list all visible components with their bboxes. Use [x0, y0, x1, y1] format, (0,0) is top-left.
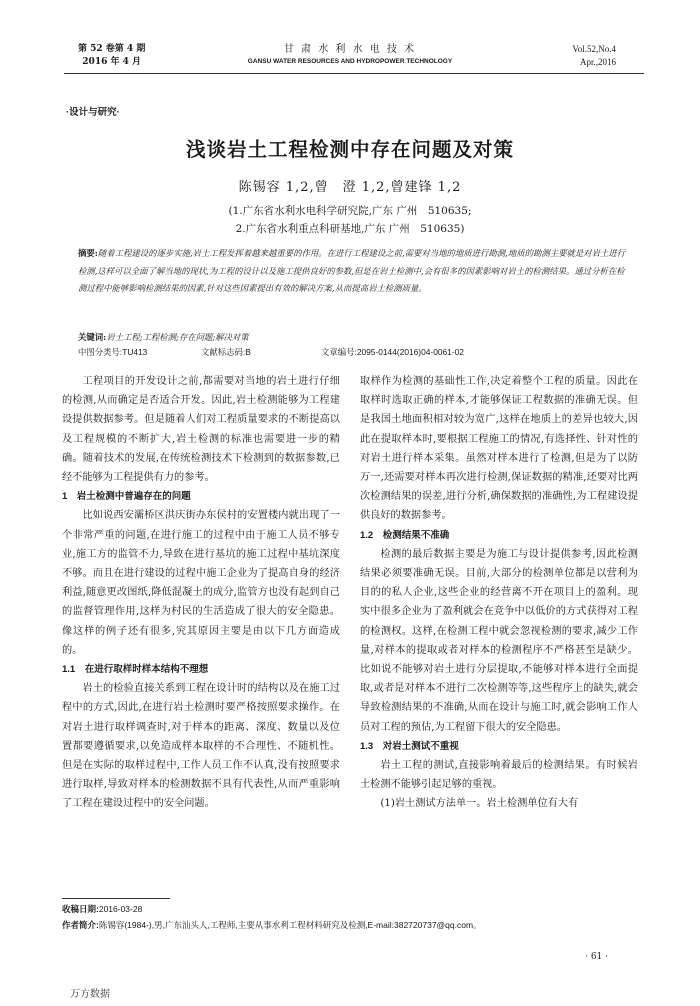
received-label: 收稿日期:: [62, 904, 99, 914]
received-value: 2016-03-28: [98, 904, 143, 914]
footnote-rule: [62, 898, 170, 899]
wanfang-watermark: 万方数据: [70, 989, 110, 1000]
body-paragraph: 工程项目的开发设计之前,都需要对当地的岩土进行仔细的检测,从而确定是否适合开发。因此,岩土检测能够为工程建设提供数据参考。但是随着人们对工程质量要求的不断提高以及工程规模的不断扩大,岩土检测的标准也需要进一步的精确。随着技术的发展,在传统检测技术下检测到的数据参数,已经不能够为工程提供有力的参考。: [62, 376, 340, 484]
volume-issue: 第 52 卷第 4 期: [78, 44, 146, 54]
section-heading-1: 1 岩土检测中普遍存在的问题: [62, 491, 191, 503]
body-paragraph: 比如说西安灞桥区洪庆街办东侯村的安置楼内就出现了一个非常严重的问题,在进行施工的过程中由于施工人员不够专业,施工方的监管不力,导致在进行基坑的施工过程中基坑深度不够。而且在进行建设的过程中施工企业为了提高自身的经济利益,随意更改图纸,降低混凝土的成分,监管方也没有起到自己的监督管理作用,这样为村民的生活造成了很大的安全隐患。像这样的例子还有很多,究其原因主要是由以下几方面造成的。: [62, 510, 340, 656]
affiliation-1: (1.广东省水利水电科学研究院,广东 广州 510635;: [228, 205, 472, 217]
date-en: Apr.,2016: [580, 57, 616, 67]
keywords-label: 关键词:: [78, 332, 107, 342]
affiliation-2: 2.广东省水利重点科研基地,广东 广州 510635): [235, 223, 465, 235]
body-column-right: [360, 372, 638, 814]
author-bio-label: 作者简介:: [62, 920, 99, 930]
section-heading-1-3: 1.3 对岩土测试不重视: [360, 740, 459, 752]
clc-number: 中图分类号:TU413: [78, 347, 148, 357]
body-paragraph: (1)岩土测试方法单一。岩土检测单位有大有: [380, 798, 579, 810]
journal-title-en: GANSU WATER RESOURCES AND HYDROPOWER TECHNOLOGY: [247, 58, 453, 65]
abstract-text: 随着工程建设的逐步实施,岩土工程发挥着越来越重要的作用。在进行工程建设之前,需要对当地的地质进行勘测,地质的勘测主要就是对岩土进行检测,这样可以全面了解当地的现状,为工程的设计以及施工提供良好的参数,但是在岩土检测中,会有很多的因素影响对岩土的检测结果。通过分析在检测过程中能够影响检测结果的因素,针对这些因素提出有效的解决方案,从而提高岩土检测质量。: [78, 248, 626, 293]
body-paragraph: 检测的最后数据主要是为施工与设计提供参考,因此检测结果必须要准确无误。目前,大部分的检测单位都是以营利为目的的私人企业,这些企业的经营离不开在项目上的盈利。现实中很多企业为了盈利就会在竞争中以低价的方式获得对工程的检测权。这样,在检测工程中就会忽视检测的要求,减少工作量,对样本的提取或者对样本的检测程序不严格甚至是缺少。比如说不能够对岩土进行分层提取,不能够对样本进行全面提取,或者是对样本不进行二次检测等等,这些程序上的缺失,就会导致检测结果的不准确,从而在设计与施工时,就会影响工作人员对工程的预估,为工程留下很大的安全隐患。: [360, 548, 638, 733]
running-header-volume-en: [572, 43, 616, 69]
received-date: [62, 902, 652, 916]
section-heading-1-2: 1.2 检测结果不准确: [360, 529, 450, 541]
document-code: 文献标志码:B: [201, 347, 251, 357]
article-number: 文章编号:2095-0144(2016)04-0061-02: [321, 347, 464, 357]
author-line: 陈锡容 1,2,曾 澄 1,2,曾建锋 1,2: [238, 180, 462, 195]
author-bio-text: 陈锡容(1984-),男,广东汕头人,工程师,主要从事水利工程材料研究及检测,E-mail:382720737@qq.com。: [98, 920, 482, 930]
body-paragraph: 岩土的检验直接关系到工程在设计时的结构以及在施工过程中的方式,因此,在进行岩土检测时要严格按照要求操作。在对岩土进行取样调查时,对于样本的距离、深度、数量以及位置都要遵循要求,以免造成样本取样的不合理性、不随机性。但是在实际的取样过程中,工作人员工作不认真,没有按照要求进行取样,导致对样本的检测数据不具有代表性,从而严重影响了工程在建设过程中的安全问题。: [62, 683, 340, 810]
section-heading-1-1: 1.1 在进行取样时样本结构不理想: [62, 664, 209, 676]
author-bio: [62, 918, 652, 932]
body-paragraph: 岩土工程的测试,直接影响着最后的检测结果。有时候岩土检测不能够引起足够的重视。: [360, 760, 638, 791]
article-title: 浅谈岩土工程检测中存在问题及对策: [185, 138, 514, 161]
body-paragraph-continued: 取样作为检测的基础性工作,决定着整个工程的质量。因此在取样时选取正确的样本,才能够保证工程数据的准确无误。但是我国土地面积相对较为宽广,这样在地质上的差异也较大,因此在提取样本时,要根据工程施工的情况,有选择性、针对性的对岩土进行样本采集。虽然对样本进行了检测,但是为了以防万一,还需要对样本再次进行检测,保证数据的精准,还要对比两次检测结果的误差,进行分析,确保数据的准确性,为工程建设提供良好的数据参考。: [360, 376, 638, 522]
issue-date: 2016 年 4 月: [82, 57, 142, 67]
keywords-text: 岩土工程;工程检测;存在问题;解决对策: [106, 332, 249, 342]
body-column-left: [62, 372, 340, 814]
section-tag: ·设计与研究·: [66, 107, 120, 118]
page-number: · 61 ·: [585, 952, 608, 962]
header-rule: [64, 73, 644, 74]
abstract-label: 摘要:: [78, 248, 98, 258]
keywords: [78, 331, 632, 343]
journal-title-cn: 甘 肃 水 利 水 电 技 术: [283, 44, 417, 55]
volume-en: Vol.52,No.4: [572, 44, 616, 54]
abstract: [78, 245, 632, 298]
classification-line: [78, 346, 638, 358]
